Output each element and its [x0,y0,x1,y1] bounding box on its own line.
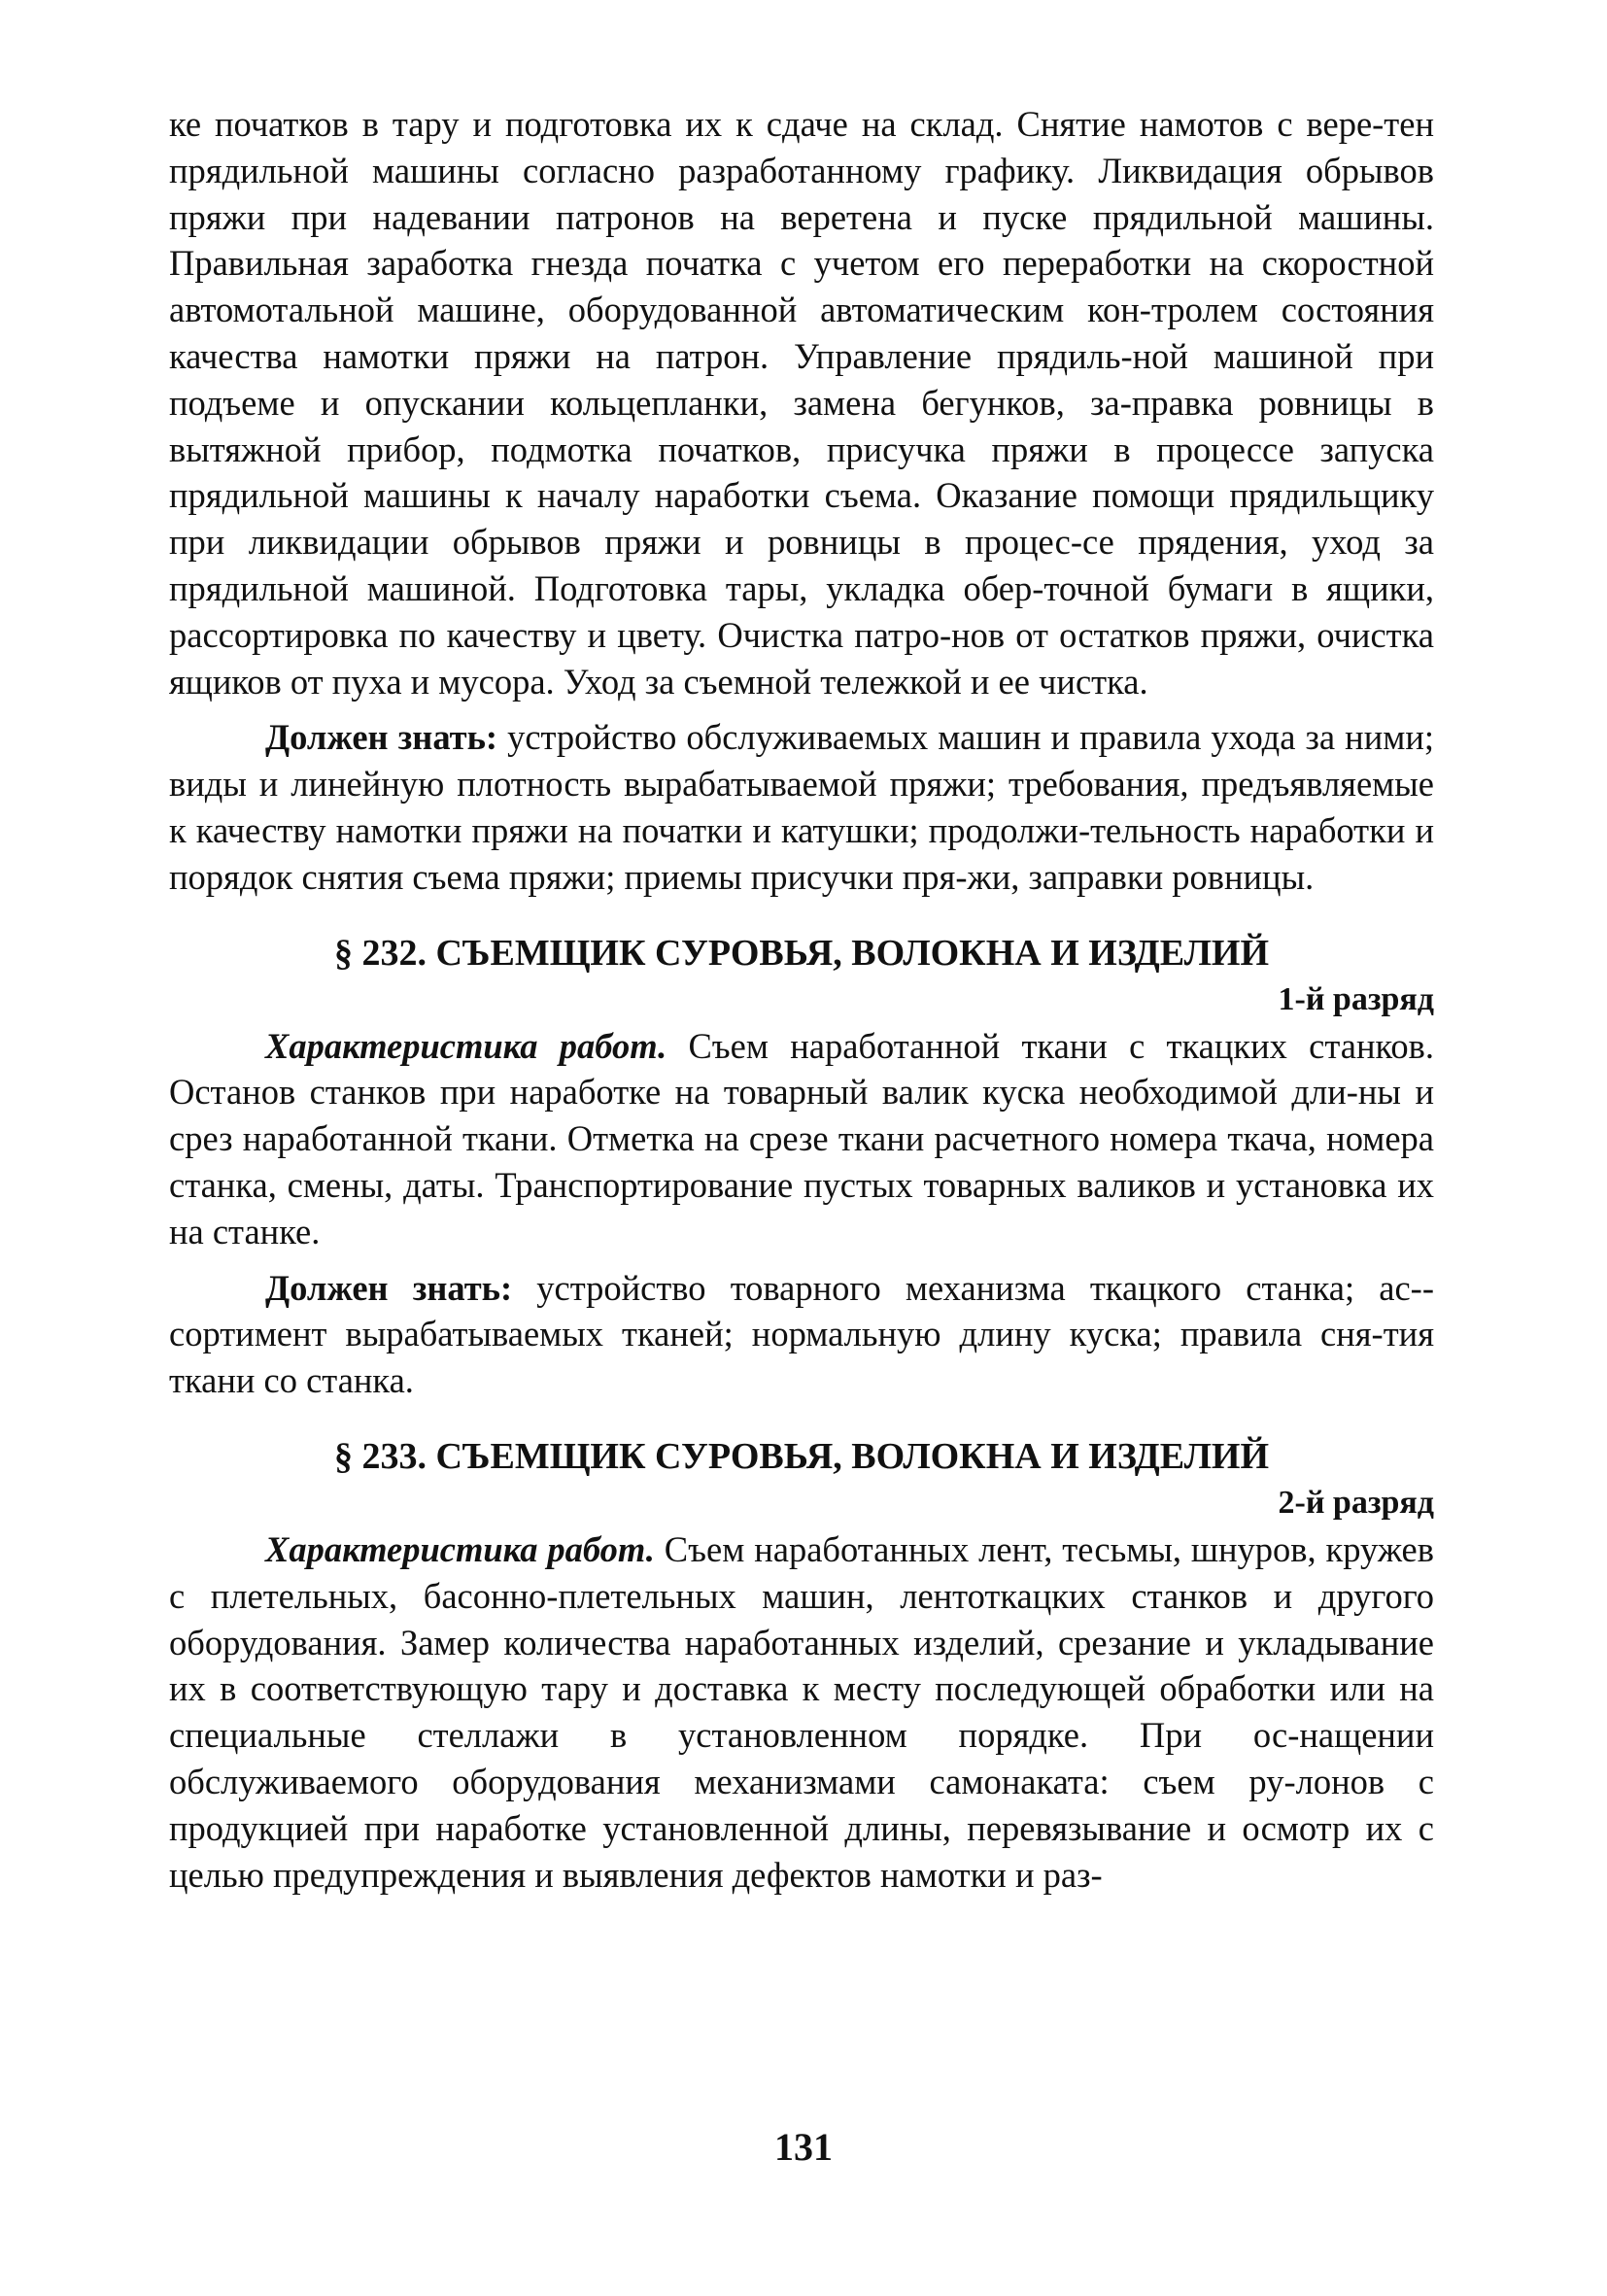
work-label: Характеристика работ. [265,1025,667,1066]
knowledge-label: Должен знать: [265,717,498,758]
knowledge-label: Должен знать: [265,1267,513,1308]
work-paragraph [169,1023,1434,1255]
intro-paragraph: ке початков в тару и подготовка их к сдаче на склад. Снятие намотов с вере-тен прядильной машины согласно разработанному графику. Ликвидация обрывов пряжи при надевании патронов на веретена и пуске прядильной машины. Правильная заработка гнезда початка с учетом его переработки на скоростной автомотальной машине, оборудованной автоматическим кон-тролем состояния качества намотки пряжи на патрон. Управление прядиль-ной машиной при подъеме и опускании кольцепланки, замена бегунков, за-правка ровницы в вытяжной прибор, подмотка початков, присучка пряжи в процессе запуска прядильной машины к началу наработки съема. Оказание помощи прядильщику при ликвидации обрывов пряжи и ровницы в процес-се прядения, уход за прядильной машиной. Подготовка тары, укладка обер-точной бумаги в ящики, рассортировка по качеству и цвету. Очистка патро-нов от остатков пряжи, очистка ящиков от пуха и мусора. Уход за съемной тележкой и ее чистка. [169,104,1434,702]
knowledge-text: устройство обслуживаемых машин и правила ухода за ними; виды и линейную плотность вырабатываемой пряжи; требования, предъявляемые к качеству намотки пряжи на початки и катушки; продолжи-тельность наработки и порядок снятия съема пряжи; приемы присучки пря-жи, заправки ровницы. [169,717,1434,897]
knowledge-text: устройство товарного механизма ткацкого станка; ас-сортимент вырабатываемых тканей; нормальную длину куска; правила сня-тия ткани со станка. [169,1267,1434,1401]
section-233 [169,1433,1434,1898]
section-232 [169,930,1434,1404]
work-paragraph [169,1526,1434,1898]
work-label: Характеристика работ. [265,1528,655,1569]
grade-label: 2-й разряд [1278,1484,1434,1521]
work-text: Съем наработанных лент, тесьмы, шнуров, кружев с плетельных, басонно-плетельных машин, лентоткацких станков и другого оборудования. Замер количества наработанных изделий, срезание и укладывание их в соответствующую тару и доставка к месту последующей обработки или на специальные стеллажи в установленном порядке. При ос-нащении обслуживаемого оборудования механизмами самонаката: съем ру-лонов с продукцией при наработке установленной длины, перевязывание и осмотр их с целью предупреждения и выявления дефектов намотки и раз- [169,1528,1434,1895]
grade-label: 1-й разряд [1278,980,1434,1017]
intro-knowledge-paragraph [169,714,1434,900]
knowledge-paragraph [169,1265,1434,1404]
document-page [169,101,1434,1898]
section-title: § 233. СЪЕМЩИК СУРОВЬЯ, ВОЛОКНА И ИЗДЕЛИЙ [333,1435,1270,1477]
work-text: Съем наработанной ткани с ткацких станков. Останов станков при наработке на товарный валик куска необходимой дли-ны и срез наработанной ткани. Отметка на срезе ткани расчетного номера ткача, номера станка, смены, даты. Транспортирование пустых товарных валиков и установка их на станке. [169,1025,1434,1251]
page-number: 131 [774,2125,833,2169]
section-title: § 232. СЪЕМЩИК СУРОВЬЯ, ВОЛОКНА И ИЗДЕЛИЙ [333,932,1270,974]
